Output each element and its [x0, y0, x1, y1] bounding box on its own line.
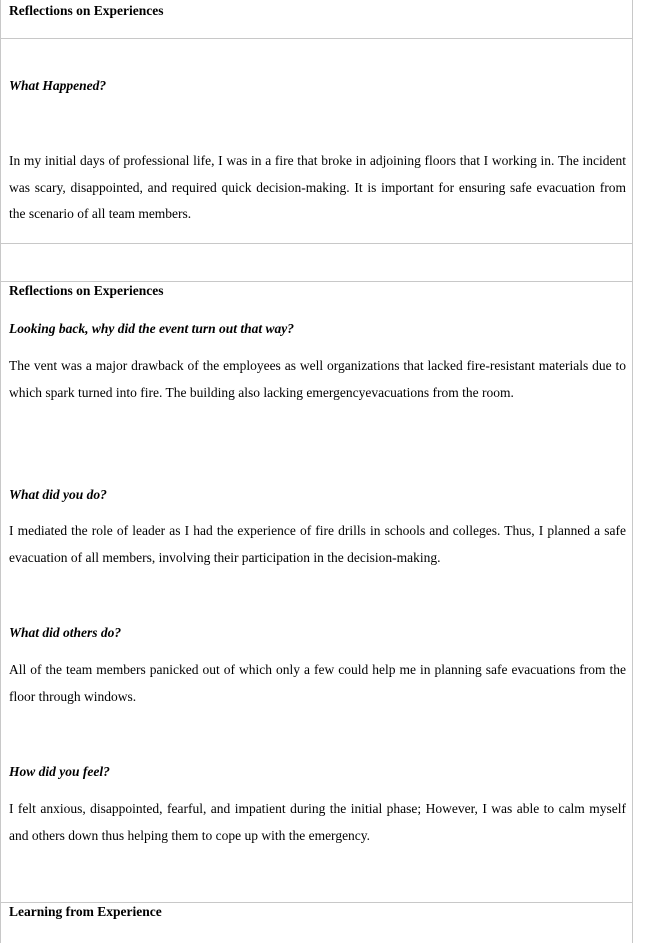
answer-why: The vent was a major drawback of the employees as well organizations that lacked fire-resistant materials due to which spark turned into fire. The building also lacking emergencyevacuations from the room. — [9, 358, 626, 400]
question-what-did-others-do: What did others do? — [9, 625, 122, 640]
table-row-empty — [1, 244, 633, 282]
table-row-title-1 — [1, 0, 633, 39]
answer-what-did-you-do: I mediated the role of leader as I had the experience of fire drills in schools and colleges. Thus, I planned a safe evacuation of all members, involving their participation in the decision-making. — [9, 523, 626, 565]
table-row-learning — [1, 903, 633, 943]
table-row-reflections — [1, 282, 633, 903]
answer-what-happened: In my initial days of professional life, I was in a fire that broke in adjoining floors that I working in. The incident was scary, disappointed, and required quick decision-making. It is important for ensuring safe evacuation from the scenario of all team members. — [9, 153, 626, 221]
answer-what-did-others-do: All of the team members panicked out of which only a few could help me in planning safe evacuations from the floor through windows. — [9, 662, 626, 704]
section-heading: Reflections on Experiences — [9, 3, 164, 18]
section-heading: Reflections on Experiences — [9, 283, 164, 298]
section-heading: Learning from Experience — [9, 904, 162, 919]
answer-how-did-you-feel: I felt anxious, disappointed, fearful, and impatient during the initial phase; However, I was able to calm myself and others down thus helping them to cope up with the emergency. — [9, 801, 626, 843]
question-what-did-you-do: What did you do? — [9, 487, 107, 502]
table-row-what-happened — [1, 39, 633, 244]
question-how-did-you-feel: How did you feel? — [9, 764, 110, 779]
question-why: Looking back, why did the event turn out that way? — [9, 321, 295, 336]
question-what-happened: What Happened? — [9, 78, 107, 93]
